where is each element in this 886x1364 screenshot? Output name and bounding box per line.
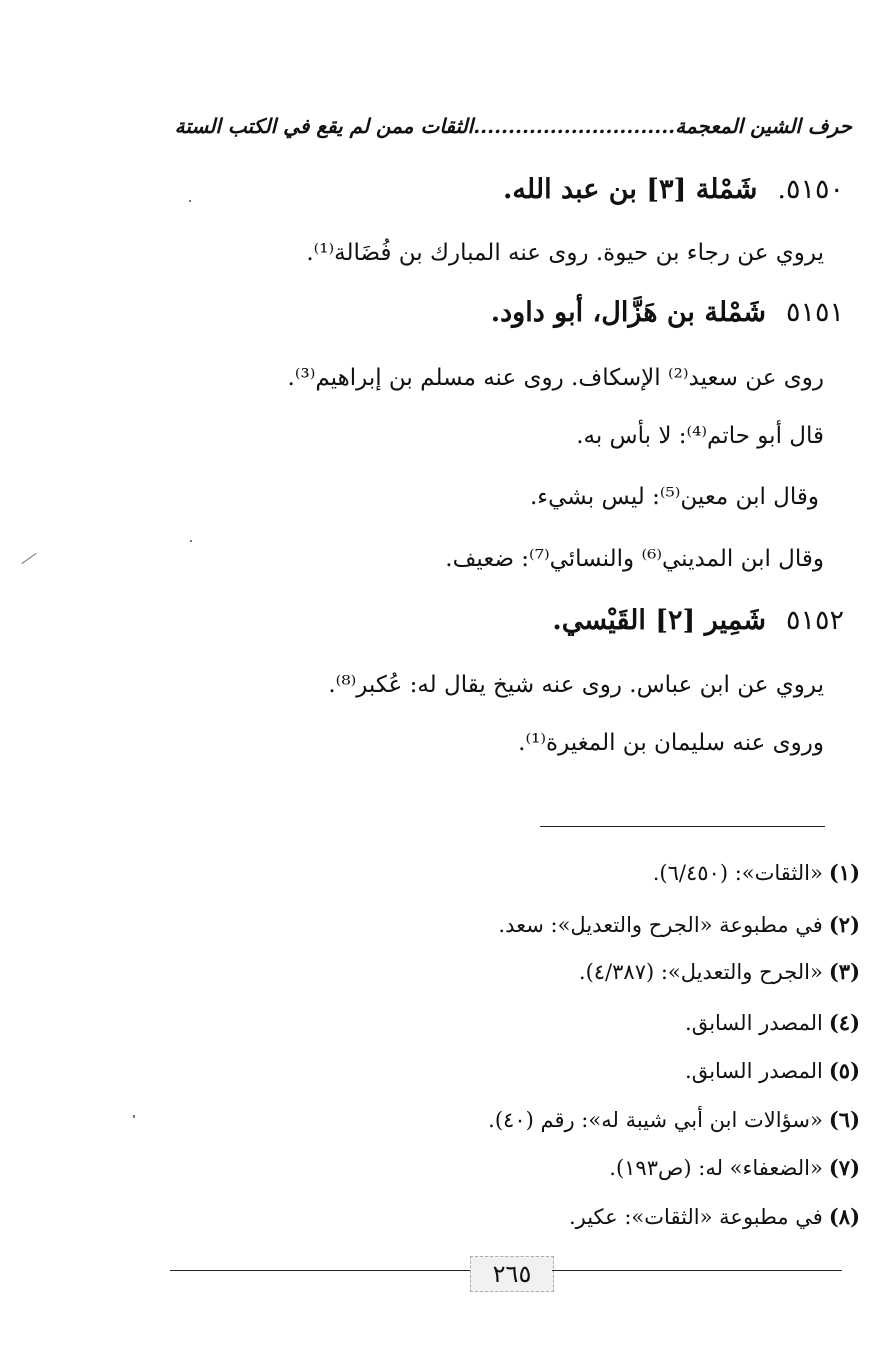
footnote-number: (٣): [828, 959, 860, 984]
body-line: وروى عنه سليمان بن المغيرة⁽¹⁾.: [518, 730, 824, 756]
footnote-text: «الثقات»: (٦/٤٥٠).: [652, 861, 823, 885]
footnote-1: [653, 860, 860, 885]
entry-5150-title: [503, 174, 844, 205]
body-line: وقال ابن المديني⁽⁶⁾ والنسائي⁽⁷⁾: ضعيف.: [445, 546, 824, 572]
body-line: روى عن سعيد⁽²⁾ الإسكاف. روى عنه مسلم بن إبراهيم⁽³⁾.: [287, 365, 824, 391]
footer-rule-left: [170, 1270, 470, 1271]
footnote-text: «سؤالات ابن أبي شيبة له»: رقم (٤٠).: [488, 1108, 823, 1132]
entry-number: ٥١٥٠.: [777, 174, 844, 205]
scan-mark: [133, 1115, 135, 1118]
footnote-6: [488, 1107, 860, 1132]
entry-5151-title: [491, 297, 844, 328]
running-header: حرف الشين المعجمة.............................الثقات ممن لم يقع في الكتب الستة: [174, 114, 852, 138]
body-line: قال أبو حاتم⁽⁴⁾: لا بأس به.: [576, 423, 824, 449]
footnote-number: (٨): [828, 1204, 860, 1229]
footnote-text: في مطبوعة «الثقات»: عكير.: [568, 1205, 823, 1229]
footnote-number: (٧): [828, 1155, 860, 1180]
body-line: وقال ابن معين⁽⁵⁾: ليس بشيء.: [529, 484, 819, 510]
entry-number: ٥١٥١: [785, 297, 844, 328]
entry-name: شَمْلة بن هَزَّال، أبو داود.: [490, 297, 766, 328]
footnote-8: [569, 1204, 860, 1229]
scan-mark: [189, 200, 191, 202]
footnote-5: [685, 1058, 860, 1083]
entry-name: شَمْلة [٣] بن عبد الله.: [503, 174, 758, 205]
footnote-number: (٥): [828, 1058, 860, 1083]
footnote-2: [498, 912, 860, 937]
footnote-divider: [540, 826, 825, 827]
scan-mark: [190, 540, 192, 542]
footnote-3: [579, 959, 860, 984]
footnote-7: [609, 1155, 860, 1180]
footnote-text: «الجرح والتعديل»: (٤/٣٨٧).: [578, 960, 823, 984]
footnote-text: في مطبوعة «الجرح والتعديل»: سعد.: [498, 913, 823, 937]
body-line: يروي عن ابن عباس. روى عنه شيخ يقال له: عُكبر⁽⁸⁾.: [328, 672, 824, 698]
footnote-number: (٦): [828, 1107, 860, 1132]
footnote-4: [685, 1010, 860, 1035]
footnote-number: (٢): [828, 912, 860, 937]
footnote-text: المصدر السابق.: [685, 1011, 823, 1035]
footer-rule-right: [552, 1270, 842, 1271]
body-line: يروي عن رجاء بن حيوة. روى عنه المبارك بن فُضَالة⁽¹⁾.: [306, 240, 824, 266]
footnote-text: «الضعفاء» له: (ص١٩٣).: [609, 1156, 823, 1180]
footnote-number: (٤): [828, 1010, 860, 1035]
entry-name: شَمِير [٢] القَيْسي.: [552, 605, 766, 636]
entry-number: ٥١٥٢: [785, 605, 844, 636]
scan-mark: [21, 553, 36, 564]
entry-5152-title: [552, 605, 844, 636]
page-number: ٢٦٥: [470, 1256, 554, 1292]
footnote-text: المصدر السابق.: [685, 1059, 823, 1083]
footnote-number: (١): [828, 860, 860, 885]
